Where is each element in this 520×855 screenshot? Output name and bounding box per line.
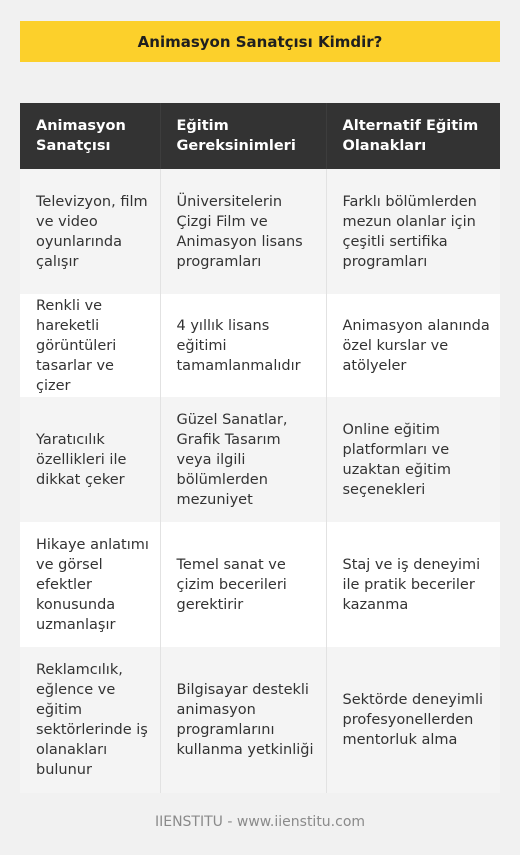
table-cell: Renkli ve hareketli görüntüleri tasarlar ve çizer: [20, 294, 160, 397]
table-cell: Üniversitelerin Çizgi Film ve Animasyon lisans programları: [160, 169, 326, 294]
table-row: [20, 522, 500, 647]
column-header-animator: Animasyon Sanatçısı: [20, 103, 160, 169]
column-header-education-requirements: Eğitim Gereksinimleri: [160, 103, 326, 169]
table-cell: Sektörde deneyimli profesyonellerden mentorluk alma: [326, 647, 500, 793]
footer-credit: IIENSTITU - www.iienstitu.com: [154, 814, 366, 830]
table-cell: Temel sanat ve çizim becerileri gerektirir: [160, 522, 326, 647]
table-cell: Yaratıcılık özellikleri ile dikkat çeker: [20, 397, 160, 522]
table-cell: Farklı bölümlerden mezun olanlar için çeşitli sertifika programları: [326, 169, 500, 294]
info-table: [20, 103, 500, 793]
table-cell: Güzel Sanatlar, Grafik Tasarım veya ilgili bölümlerden mezuniyet: [160, 397, 326, 522]
table-cell: Hikaye anlatımı ve görsel efektler konusunda uzmanlaşır: [20, 522, 160, 647]
table-cell: Animasyon alanında özel kurslar ve atölyeler: [326, 294, 500, 397]
table-row: [20, 169, 500, 294]
table-cell: Reklamcılık, eğlence ve eğitim sektörlerinde iş olanakları bulunur: [20, 647, 160, 793]
table-header-row: [20, 103, 500, 169]
table-cell: Bilgisayar destekli animasyon programlarını kullanma yetkinliği: [160, 647, 326, 793]
page-title: Animasyon Sanatçısı Kimdir?: [137, 32, 383, 51]
table-cell: Staj ve iş deneyimi ile pratik beceriler kazanma: [326, 522, 500, 647]
page-title-banner: [20, 21, 500, 62]
table-cell: Online eğitim platformları ve uzaktan eğitim seçenekleri: [326, 397, 500, 522]
table-row: [20, 397, 500, 522]
table-row: [20, 294, 500, 397]
table-row: [20, 647, 500, 793]
table-cell: 4 yıllık lisans eğitimi tamamlanmalıdır: [160, 294, 326, 397]
column-header-alternative-education: Alternatif Eğitim Olanakları: [326, 103, 500, 169]
table-cell: Televizyon, film ve video oyunlarında çalışır: [20, 169, 160, 294]
